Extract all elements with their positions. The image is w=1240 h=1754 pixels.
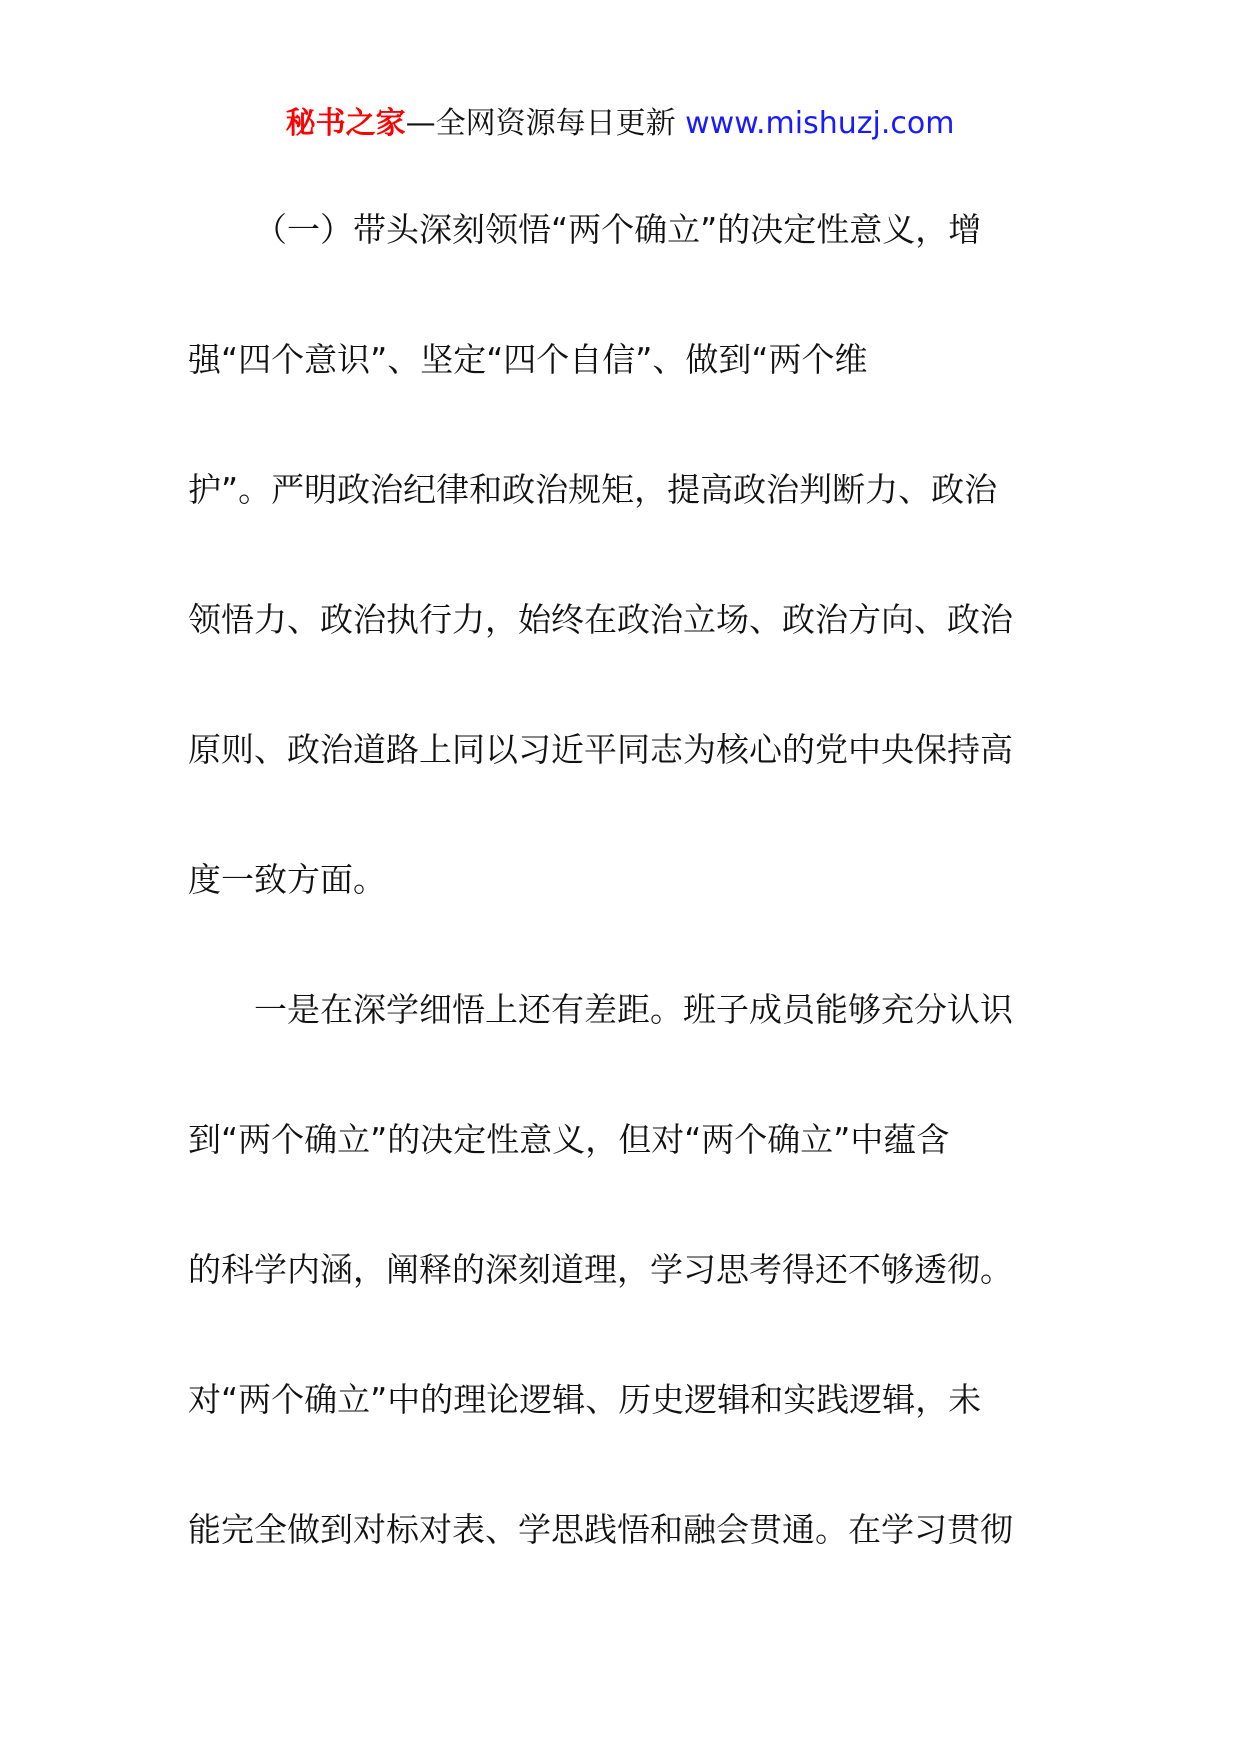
site-url-link[interactable]: www.mishuzj.com [685, 106, 955, 141]
site-name: 秘书之家 [285, 106, 406, 141]
header-tagline: —全网资源每日更新 [405, 106, 686, 141]
paragraph-line: 到“两个确立”的决定性意义，但对“两个确立”中蕴含 [188, 1120, 950, 1159]
paragraph-line: （一）带头深刻领悟“两个确立”的决定性意义，增 [254, 210, 982, 249]
paragraph-line: 领悟力、政治执行力，始终在政治立场、政治方向、政治 [188, 600, 1013, 639]
paragraph-line: 原则、政治道路上同以习近平同志为核心的党中央保持高 [188, 730, 1013, 769]
paragraph-line: 强“四个意识”、坚定“四个自信”、做到“两个维 [188, 340, 868, 379]
paragraph-line: 对“两个确立”中的理论逻辑、历史逻辑和实践逻辑，未 [188, 1380, 982, 1419]
paragraph-line: 护”。严明政治纪律和政治规矩，提高政治判断力、政治 [188, 470, 998, 509]
paragraph-line: 能完全做到对标对表、学思践悟和融会贯通。在学习贯彻 [188, 1510, 1013, 1549]
paragraph-line: 度一致方面。 [188, 860, 386, 899]
paragraph-line: 的科学内涵，阐释的深刻道理，学习思考得还不够透彻。 [188, 1250, 1013, 1289]
paragraph-line: 一是在深学细悟上还有差距。班子成员能够充分认识 [254, 990, 1013, 1029]
document-body [188, 165, 1028, 1595]
page-header [0, 102, 1240, 146]
